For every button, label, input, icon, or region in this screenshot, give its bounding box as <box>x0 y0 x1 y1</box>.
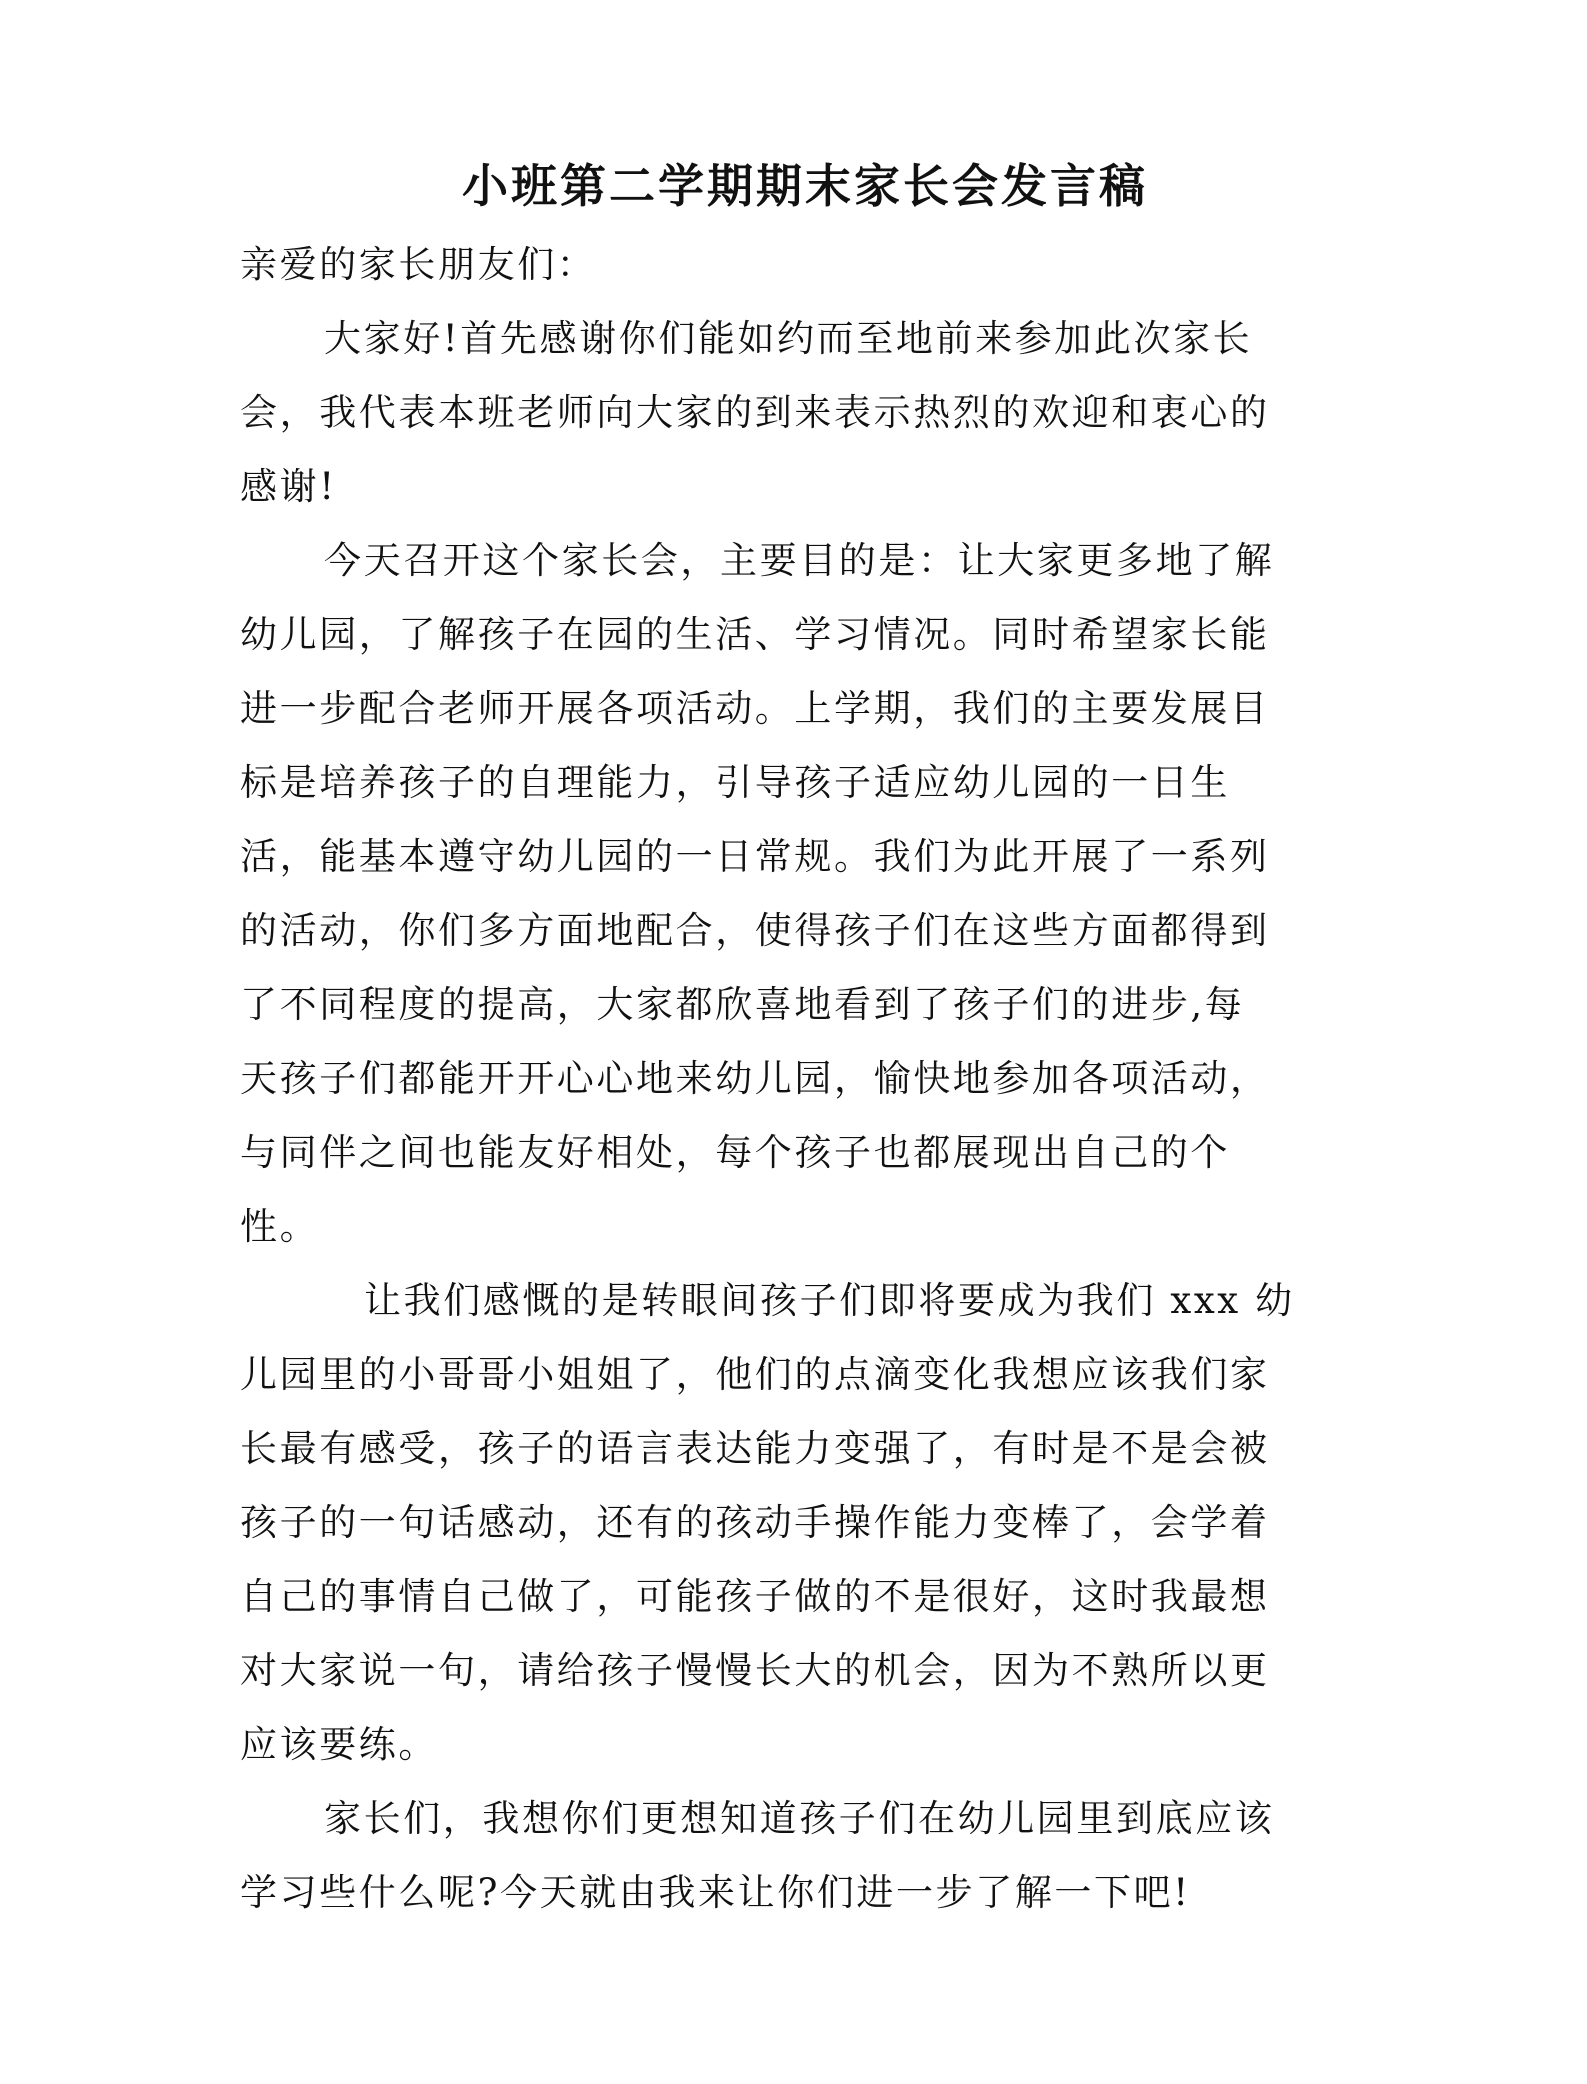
text-line: 与同伴之间也能友好相处，每个孩子也都展现出自己的个 <box>240 1131 1230 1174</box>
document-title: 小班第二学期期末家长会发言稿 <box>462 159 1148 213</box>
text-line: 进一步配合老师开展各项活动。上学期，我们的主要发展目 <box>240 687 1270 730</box>
text-line: 天孩子们都能开开心心地来幼儿园，愉快地参加各项活动， <box>240 1057 1270 1100</box>
paragraph-purpose <box>240 524 1350 1264</box>
text-line: 让我们感慨的是转眼间孩子们即将要成为我们 xxx 幼 <box>364 1279 1295 1322</box>
salutation: 亲爱的家长朋友们： <box>240 243 597 286</box>
text-line: 家长们，我想你们更想知道孩子们在幼儿园里到底应该 <box>324 1797 1275 1840</box>
document-page <box>240 150 1350 1930</box>
paragraph-growth <box>240 1264 1350 1782</box>
text-line: 今天召开这个家长会，主要目的是：让大家更多地了解 <box>324 539 1275 582</box>
text-line: 标是培养孩子的自理能力，引导孩子适应幼儿园的一日生 <box>240 761 1230 804</box>
text-line: 幼儿园，了解孩子在园的生活、学习情况。同时希望家长能 <box>240 613 1270 656</box>
paragraph-closing <box>240 1782 1350 1930</box>
text-line: 大家好!首先感谢你们能如约而至地前来参加此次家长 <box>324 317 1253 360</box>
text-line: 会，我代表本班老师向大家的到来表示热烈的欢迎和衷心的 <box>240 391 1270 434</box>
text-line: 自己的事情自己做了，可能孩子做的不是很好，这时我最想 <box>240 1575 1270 1618</box>
text-line: 感谢! <box>240 465 337 508</box>
text-line: 性。 <box>240 1205 320 1248</box>
paragraph-greeting <box>240 302 1350 524</box>
text-line: 应该要练。 <box>240 1723 438 1766</box>
text-line: 活，能基本遵守幼儿园的一日常规。我们为此开展了一系列 <box>240 835 1270 878</box>
text-line: 长最有感受，孩子的语言表达能力变强了，有时是不是会被 <box>240 1427 1270 1470</box>
text-line: 学习些什么呢?今天就由我来让你们进一步了解一下吧! <box>240 1871 1191 1914</box>
text-line: 对大家说一句，请给孩子慢慢长大的机会，因为不熟所以更 <box>240 1649 1270 1692</box>
text-line: 孩子的一句话感动，还有的孩动手操作能力变棒了，会学着 <box>240 1501 1270 1544</box>
text-line: 儿园里的小哥哥小姐姐了，他们的点滴变化我想应该我们家 <box>240 1353 1270 1396</box>
text-line: 的活动，你们多方面地配合，使得孩子们在这些方面都得到 <box>240 909 1270 952</box>
text-line: 了不同程度的提高，大家都欣喜地看到了孩子们的进步,每 <box>240 983 1245 1026</box>
